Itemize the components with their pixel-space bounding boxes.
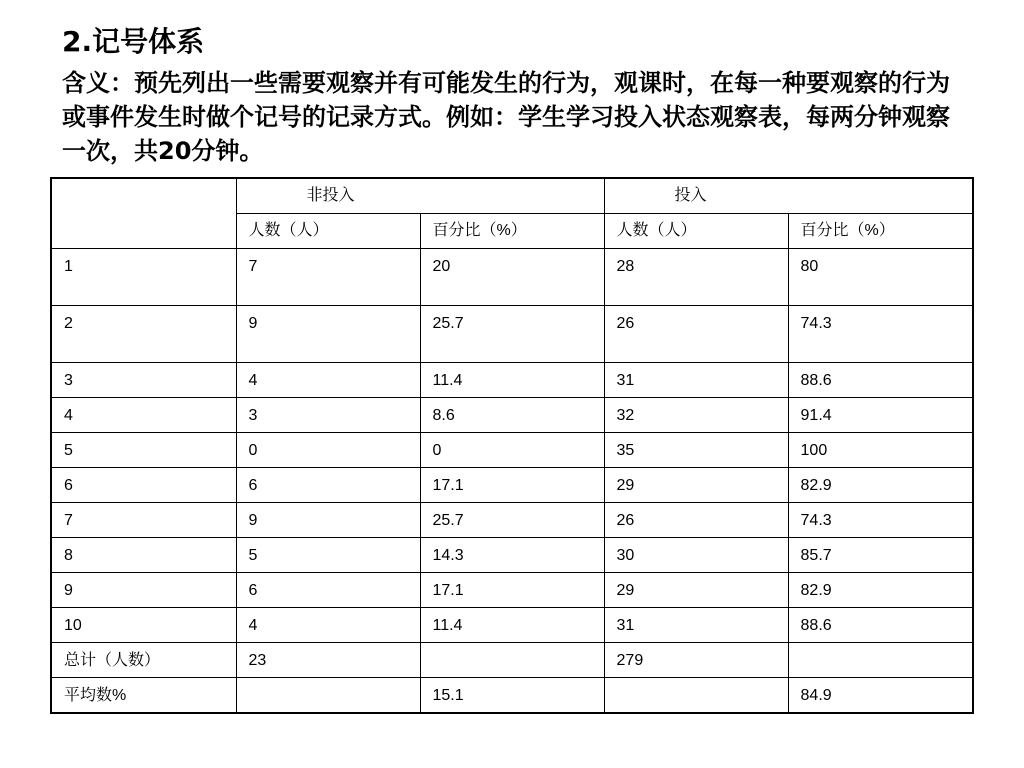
table-cell: 91.4: [788, 398, 973, 433]
table-cell: 85.7: [788, 538, 973, 573]
table-cell: 11.4: [420, 608, 604, 643]
row-label: 1: [51, 249, 236, 306]
table-cell: 17.1: [420, 573, 604, 608]
table-cell: 31: [604, 363, 788, 398]
table-cell: 74.3: [788, 503, 973, 538]
table-cell: 28: [604, 249, 788, 306]
slide-description: 含义：预先列出一些需要观察并有可能发生的行为，观课时，在每一种要观察的行为或事件发生时做个记号的记录方式。例如：学生学习投入状态观察表，每两分钟观察一次，共20分钟。: [62, 69, 950, 165]
slide-title: 2.记号体系: [62, 25, 205, 58]
table-row: [51, 249, 973, 306]
table-cell: 4: [236, 608, 420, 643]
table-cell: 32: [604, 398, 788, 433]
subheader-non-engaged-percent: 百分比（%）: [420, 214, 604, 249]
subheader-engaged-count: 人数（人）: [604, 214, 788, 249]
table-cell: 30: [604, 538, 788, 573]
row-label: 总计（人数）: [51, 643, 236, 678]
table-cell: 9: [236, 306, 420, 363]
row-label: 4: [51, 398, 236, 433]
table-row: [51, 433, 973, 468]
table-cell: 100: [788, 433, 973, 468]
row-label: 5: [51, 433, 236, 468]
table-cell: 88.6: [788, 608, 973, 643]
table-cell: 11.4: [420, 363, 604, 398]
header-non-engaged: 非投入: [236, 178, 604, 214]
table-cell: 82.9: [788, 573, 973, 608]
table-cell: 279: [604, 643, 788, 678]
table-cell: 0: [420, 433, 604, 468]
row-label: 6: [51, 468, 236, 503]
table-cell: 35: [604, 433, 788, 468]
subheader-non-engaged-count: 人数（人）: [236, 214, 420, 249]
table-cell: 84.9: [788, 678, 973, 714]
table-cell: [420, 643, 604, 678]
table-cell: 4: [236, 363, 420, 398]
table-cell: 7: [236, 249, 420, 306]
table-group-header-row: [51, 178, 973, 214]
table-row: [51, 608, 973, 643]
table-cell: 82.9: [788, 468, 973, 503]
table-row: [51, 573, 973, 608]
table-cell: 17.1: [420, 468, 604, 503]
table-cell: 80: [788, 249, 973, 306]
table-cell: 74.3: [788, 306, 973, 363]
table-cell: 88.6: [788, 363, 973, 398]
table-cell: [236, 678, 420, 714]
table-cell: 15.1: [420, 678, 604, 714]
table-cell: 14.3: [420, 538, 604, 573]
table-cell: 3: [236, 398, 420, 433]
subheader-engaged-percent: 百分比（%）: [788, 214, 973, 249]
table-cell: 31: [604, 608, 788, 643]
table-cell: [788, 643, 973, 678]
row-label: 平均数%: [51, 678, 236, 714]
table-row: [51, 306, 973, 363]
table-cell: 26: [604, 503, 788, 538]
row-label: 2: [51, 306, 236, 363]
table-row: [51, 538, 973, 573]
row-label: 3: [51, 363, 236, 398]
table-cell: 29: [604, 573, 788, 608]
table-cell: 25.7: [420, 503, 604, 538]
table-cell: 23: [236, 643, 420, 678]
table-row: [51, 468, 973, 503]
observation-table: [50, 177, 974, 714]
table-cell: 20: [420, 249, 604, 306]
table-cell: 6: [236, 468, 420, 503]
table-row: [51, 503, 973, 538]
table-cell: [604, 678, 788, 714]
table-cell: 25.7: [420, 306, 604, 363]
table-cell: 6: [236, 573, 420, 608]
table-corner-cell: [51, 178, 236, 249]
table-cell: 9: [236, 503, 420, 538]
table-cell: 26: [604, 306, 788, 363]
row-label: 8: [51, 538, 236, 573]
row-label: 10: [51, 608, 236, 643]
table-cell: 8.6: [420, 398, 604, 433]
table-row: [51, 398, 973, 433]
table-row-average: [51, 678, 973, 714]
table-row: [51, 363, 973, 398]
table-row-total: [51, 643, 973, 678]
table-cell: 0: [236, 433, 420, 468]
header-engaged: 投入: [604, 178, 973, 214]
row-label: 9: [51, 573, 236, 608]
row-label: 7: [51, 503, 236, 538]
table-cell: 29: [604, 468, 788, 503]
table-cell: 5: [236, 538, 420, 573]
